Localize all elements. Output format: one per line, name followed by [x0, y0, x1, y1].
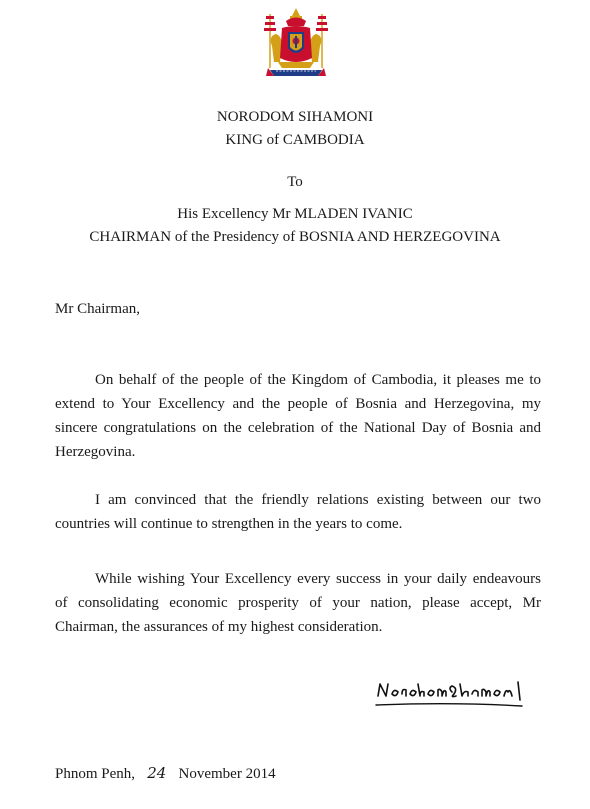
paragraph-line: I am convinced that the friendly relations existing between our two — [95, 492, 541, 508]
paragraph-line: Chairman, the assurances of my highest consideration. — [55, 619, 383, 635]
paragraph-line: of consolidating economic prosperity of your nation, please accept, Mr — [55, 595, 541, 611]
recipient-title: CHAIRMAN of the Presidency of BOSNIA AND HERZEGOVINA — [89, 229, 501, 245]
closing-month-year: November 2014 — [178, 766, 276, 782]
paragraph-line: Herzegovina. — [55, 444, 136, 460]
paragraph-line: extend to Your Excellency and the people of Bosnia and Herzegovina, my — [55, 396, 541, 412]
to-label: To — [287, 174, 303, 190]
paragraph-congratulations — [55, 368, 541, 464]
paragraph-line: While wishing Your Excellency every success in your daily endeavours — [95, 571, 541, 587]
royal-coat-of-arms-icon — [256, 6, 336, 84]
sender-name: NORODOM SIHAMONI — [216, 109, 374, 125]
paragraph-relations — [55, 488, 541, 536]
sender-title: KING of CAMBODIA — [225, 132, 365, 148]
salutation: Mr Chairman, — [55, 301, 140, 317]
paragraph-line: countries will continue to strengthen in the years to come. — [55, 516, 403, 532]
closing-day: 24 — [147, 764, 167, 782]
closing-place: Phnom Penh, — [55, 766, 136, 782]
paragraph-line: sincere congratulations on the celebration of the National Day of Bosnia and — [55, 420, 541, 436]
paragraph-wishes — [55, 567, 541, 639]
closing-date-line — [55, 764, 276, 783]
paragraph-line: On behalf of the people of the Kingdom of Cambodia, it pleases me to — [95, 372, 541, 388]
recipient-name: His Excellency Mr MLADEN IVANIC — [177, 206, 413, 222]
handwritten-signature-icon — [372, 672, 532, 714]
